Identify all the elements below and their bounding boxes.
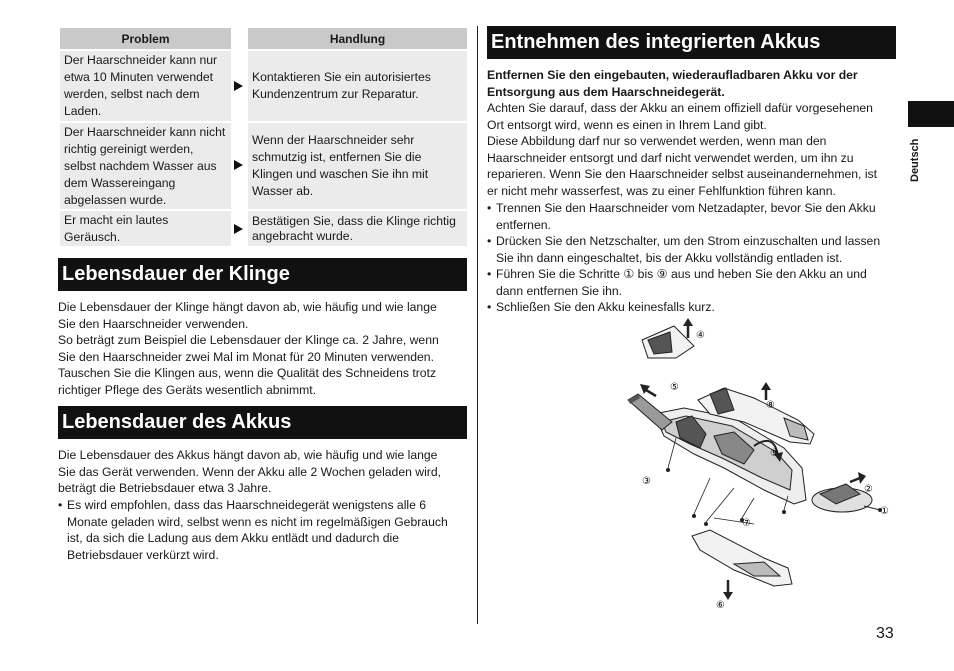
screw-line: [864, 506, 880, 510]
section-title-battery-life: Lebensdauer des Akkus: [58, 406, 467, 439]
list-item: [487, 266, 902, 299]
arrow-right-icon: [234, 81, 243, 91]
removal-warning: [487, 67, 902, 100]
list-item: [58, 497, 473, 563]
step-label-7: ⑦: [742, 518, 751, 529]
arrow-left-icon: [646, 390, 656, 396]
list-item: [487, 233, 902, 266]
table-text: Wasser ab.: [252, 184, 314, 198]
table-row-1-action: [248, 51, 467, 121]
table-text: Kundenzentrum zur Reparatur.: [252, 87, 419, 101]
text-line: Sie den Haarschneider zwei Mal im Monat für 20 Minuten verwenden.: [58, 349, 434, 364]
arrow-right-icon: [850, 478, 860, 482]
text-line: Haarschneider entsorgt und darf nicht verwendet werden, um ihn zu: [487, 150, 854, 165]
text-line: Sie das Gerät verwenden. Wenn der Akku alle 2 Wochen geladen wird,: [58, 464, 442, 479]
text-line: ist, da sich die Ladung aus dem Akku entlädt und dadurch die: [67, 531, 399, 545]
table-row-2-problem: [60, 123, 231, 209]
table-header-action: Handlung: [248, 28, 467, 49]
table-text: richtig gereinigt werden,: [64, 141, 194, 156]
table-text: selbst nachdem Wasser aus: [64, 158, 217, 173]
battery-life-bullets: [58, 497, 473, 563]
table-text: etwa 10 Minuten verwendet: [64, 70, 214, 84]
arrow-up-icon: [683, 318, 693, 326]
step-label-2: ②: [864, 484, 873, 495]
arrow-right-icon: [234, 160, 243, 170]
table-text: dem Wassereingang: [64, 175, 176, 190]
text-line: Sie den Haarschneider verwenden.: [58, 316, 249, 331]
text-line: Die Lebensdauer der Klinge hängt davon ab, wie häufig und wie lange: [58, 300, 437, 314]
text-line: Entfernen Sie den eingebauten, wiederaufladbaren Akku vor der: [487, 68, 858, 82]
text-line: Sie ihn dann eingeschaltet, bis der Akku vollständig entladen ist.: [496, 250, 843, 265]
text-line: Betriebsdauer verkürzt wird.: [67, 547, 219, 562]
text-line: • Drücken Sie den Netzschalter, um den Strom einzuschalten und lassen: [496, 234, 881, 248]
table-text: Wenn der Haarschneider sehr: [252, 133, 415, 147]
table-text: werden, selbst nach dem: [64, 87, 200, 101]
table-row-3-action: [248, 211, 467, 246]
text-line: Achten Sie darauf, dass der Akku an einem offiziell dafür vorgesehenen: [487, 101, 873, 115]
text-line: • Es wird empfohlen, dass das Haarschneidegerät wenigstens alle 6: [67, 498, 427, 512]
table-header-problem: Problem: [60, 28, 231, 49]
text-line: Die Lebensdauer des Akkus hängt davon ab, wie häufig und wie lange: [58, 448, 438, 462]
table-text: Der Haarschneider kann nur: [64, 53, 218, 67]
step-label-4: ④: [696, 330, 705, 341]
arrow-up-icon: [761, 382, 771, 390]
section-title-blade-life: Lebensdauer der Klinge: [58, 258, 467, 291]
removal-bullets: [487, 200, 902, 316]
text-line: Diese Abbildung darf nur so verwendet werden, wenn man den: [487, 134, 827, 148]
step-label-3: ③: [642, 476, 651, 487]
disassembly-illustration: [614, 318, 904, 618]
table-text: Bestätigen Sie, dass die Klinge richtig: [252, 213, 456, 228]
table-text: angebracht wurde.: [252, 228, 353, 243]
text-line: entfernen.: [496, 217, 551, 232]
step-label-6: ⑥: [716, 600, 725, 611]
page-number: 33: [876, 625, 894, 642]
blade-life-text: [58, 299, 473, 398]
removal-text: [487, 100, 902, 199]
language-tab-marker: [908, 101, 954, 127]
table-text: Kontaktieren Sie ein autorisiertes: [252, 70, 431, 84]
text-line: dann entfernen Sie ihn.: [496, 283, 623, 298]
language-label: Deutsch: [909, 138, 921, 182]
list-item: [487, 200, 902, 233]
end-cap: [812, 484, 872, 512]
text-line: reparieren. Wenn Sie den Haarschneider selbst auseinandernehmen, ist: [487, 167, 878, 181]
table-text: schmutzig ist, entfernen Sie die: [252, 150, 422, 164]
text-line: • Trennen Sie den Haarschneider vom Netzadapter, bevor Sie den Akku: [496, 201, 876, 215]
table-text: Klingen und waschen Sie ihn mit: [252, 167, 429, 181]
table-text: Laden.: [64, 104, 102, 118]
text-line: Entsorgung aus dem Haarschneidegerät.: [487, 84, 725, 99]
text-line: So beträgt zum Beispiel die Lebensdauer der Klinge ca. 2 Jahre, wenn: [58, 333, 439, 347]
step-label-9: ⑨: [770, 448, 779, 459]
table-text: Er macht ein lautes Geräusch.: [64, 212, 169, 244]
arrow-down-icon: [723, 592, 733, 600]
text-line: beträgt die Betriebsdauer etwa 3 Jahre.: [58, 481, 272, 495]
step-label-5: ⑤: [670, 382, 679, 393]
text-line: er nicht mehr wasserfest, was zu einer Fehlfunktion führen kann.: [487, 183, 836, 198]
step-label-1: ①: [880, 506, 889, 517]
section-title-battery-removal: Entnehmen des integrierten Akkus: [487, 26, 896, 59]
arrow-right-icon: [234, 224, 243, 234]
table-row-3-problem: [60, 211, 231, 246]
table-text: abgelassen wurde.: [64, 192, 167, 207]
text-line: Ort entsorgt wird, wenn es einen in Ihrem Land gibt.: [487, 117, 767, 132]
arrow-right-icon: [858, 472, 866, 484]
step-label-8: ⑧: [766, 400, 775, 411]
bottom-cover: [692, 530, 792, 586]
column-divider: [477, 26, 478, 624]
text-line: • Schließen Sie den Akku keinesfalls kurz.: [496, 300, 715, 314]
text-line: • Führen Sie die Schritte ① bis ⑨ aus und heben Sie den Akku an und: [496, 267, 867, 281]
text-line: Tauschen Sie die Klingen aus, wenn die Qualität des Schneidens trotz: [58, 366, 437, 380]
cap-part: [642, 326, 694, 358]
text-line: richtiger Pflege des Geräts wesentlich abnimmt.: [58, 382, 317, 397]
table-text: Der Haarschneider kann nicht: [64, 124, 226, 139]
table-row-2-action: [248, 123, 467, 209]
battery-life-text: [58, 447, 473, 497]
text-line: Monate geladen wird, selbst wenn es nicht im regelmäßigen Gebrauch: [67, 514, 448, 529]
list-item: [487, 299, 902, 316]
table-row-1-problem: [60, 51, 231, 121]
